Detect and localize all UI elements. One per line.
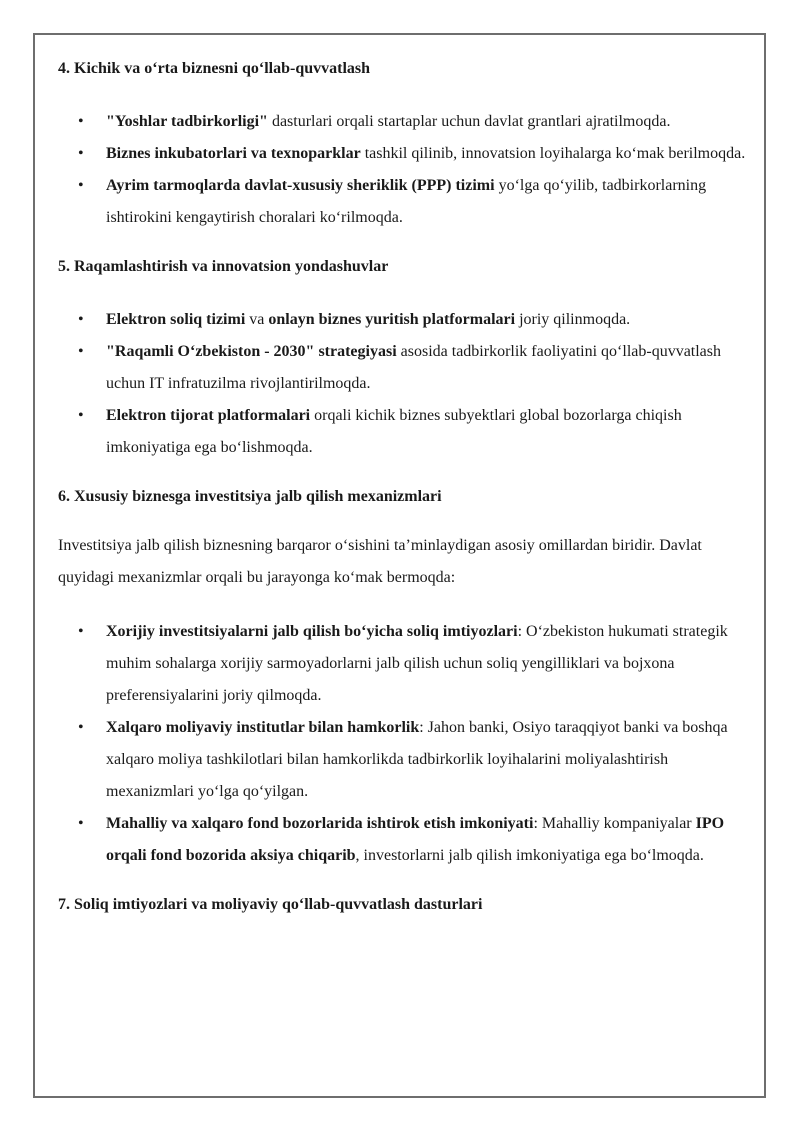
- document-body: [58, 54, 748, 920]
- section-heading-5: 5. Raqamlashtirish va innovatsion yondashuvlar: [58, 258, 389, 275]
- section-heading-6: 6. Xususiy biznesga investitsiya jalb qilish mexanizmlari: [58, 488, 442, 505]
- section-heading-7: 7. Soliq imtiyozlari va moliyaviy qo‘llab-quvvatlash dasturlari: [58, 896, 483, 913]
- section-heading-4: 4. Kichik va o‘rta biznesni qo‘llab-quvvatlash: [58, 60, 371, 77]
- bullet-list-6: [58, 616, 748, 872]
- list-item: • Elektron tijorat platformalari orqali kichik biznes subyektlari global bozorlarga chiqish imkoniyatiga ega bo‘lishmoqda.: [58, 400, 748, 464]
- bullet-list-5: [58, 304, 748, 464]
- list-item: • Ayrim tarmoqlarda davlat-xususiy sheriklik (PPP) tizimi yo‘lga qo‘yilib, tadbirkorlarning ishtirokini kengaytirish choralari ko‘rilmoqda.: [58, 170, 748, 234]
- list-item: • Mahalliy va xalqaro fond bozorlarida ishtirok etish imkoniyati: Mahalliy kompaniyalar IPO orqali fond bozorida aksiya chiqarib, investorlarni jalb qilish imkoniyatiga ega bo‘lmoqda.: [58, 808, 748, 872]
- section-paragraph: Investitsiya jalb qilish biznesning barqaror o‘sishini ta’minlaydigan asosiy omillardan biridir. Davlat quyidagi mexanizmlar orqali bu jarayonga ko‘mak bermoqda:: [58, 537, 702, 586]
- list-item: • Elektron soliq tizimi va onlayn biznes yuritish platformalari joriy qilinmoqda.: [58, 304, 748, 336]
- list-item: • Xalqaro moliyaviy institutlar bilan hamkorlik: Jahon banki, Osiyo taraqqiyot banki va boshqa xalqaro moliya tashkilotlari bilan hamkorlikda tadbirkorlik loyihalarini moliyalashtirish mexanizmlari yo‘lga qo‘yilgan.: [58, 712, 748, 808]
- list-item: • Biznes inkubatorlari va texnoparklar tashkil qilinib, innovatsion loyihalarga ko‘mak berilmoqda.: [58, 138, 748, 170]
- list-item: • "Yoshlar tadbirkorligi" dasturlari orqali startaplar uchun davlat grantlari ajratilmoqda.: [58, 106, 748, 138]
- list-item: • Xorijiy investitsiyalarni jalb qilish bo‘yicha soliq imtiyozlari: O‘zbekiston hukumati strategik muhim sohalarga xorijiy sarmoyadorlarni jalb qilish uchun soliq yengilliklari va bojxona preferensiyalarini joriy qilmoqda.: [58, 616, 748, 712]
- list-item: • "Raqamli O‘zbekiston - 2030" strategiyasi asosida tadbirkorlik faoliyatini qo‘llab-quvvatlash uchun IT infratuzilma rivojlantirilmoqda.: [58, 336, 748, 400]
- bullet-list-4: [58, 106, 748, 234]
